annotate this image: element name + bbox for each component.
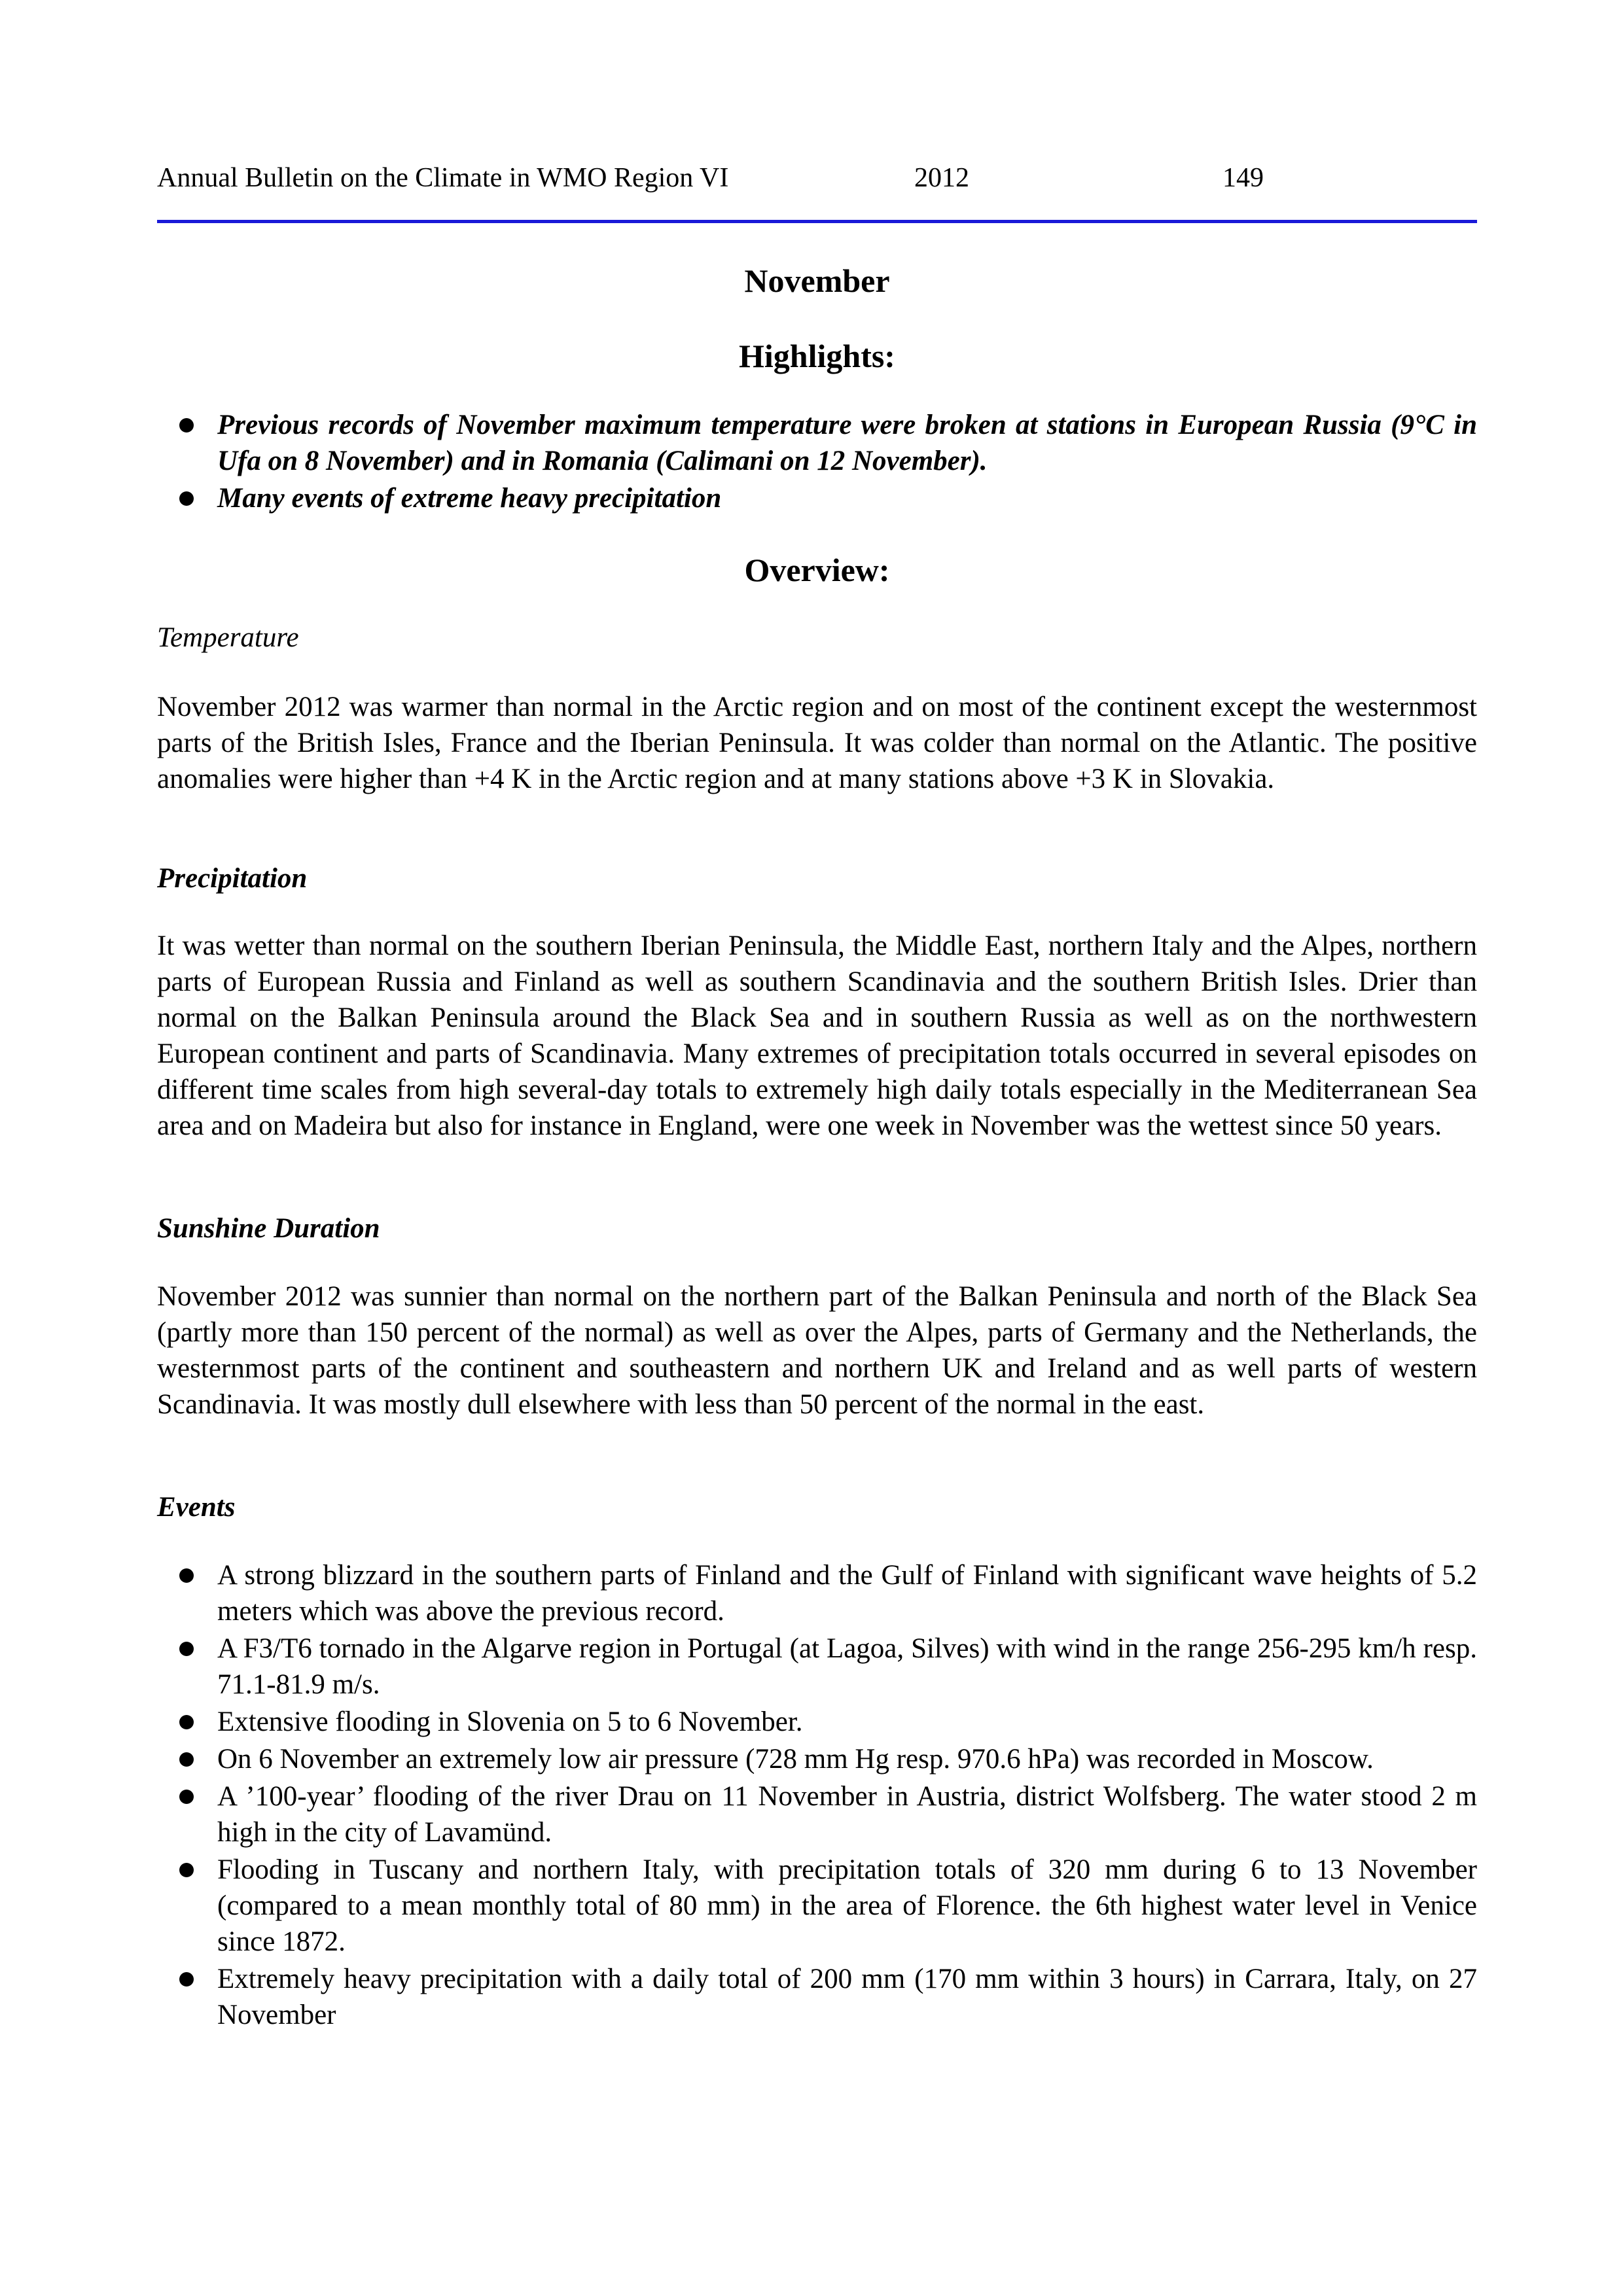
month-heading: November	[744, 262, 890, 299]
sunshine-paragraph: November 2012 was sunnier than normal on the northern part of the Balkan Peninsula and north of the Black Sea (partly more than 150 percent of the normal) as well as over the Alpes, parts of Germany and the Netherlands, the westernmost parts of the continent and southeastern and northern UK and Ireland and as well parts of western Scandinavia. It was mostly dull elsewhere with less than 50 percent of the normal in the east.	[157, 1281, 1477, 1420]
event-item: Extensive flooding in Slovenia on 5 to 6 November.	[157, 1704, 1477, 1740]
event-item: On 6 November an extremely low air pressure (728 mm Hg resp. 970.6 hPa) was recorded in Moscow.	[157, 1741, 1477, 1777]
event-item: A F3/T6 tornado in the Algarve region in Portugal (at Lagoa, Silves) with wind in the range 256-295 km/h resp. 71.1-81.9 m/s.	[157, 1631, 1477, 1703]
bulletin-year: 2012	[914, 163, 969, 193]
bullet-icon	[179, 491, 194, 506]
temperature-label: Temperature	[157, 622, 299, 653]
bullet-icon	[179, 1642, 194, 1656]
events-label: Events	[157, 1492, 236, 1523]
precipitation-label: Precipitation	[157, 863, 308, 894]
overview-heading: Overview:	[744, 552, 890, 588]
events-list	[157, 1557, 1477, 2034]
highlights-list	[157, 407, 1477, 518]
running-header	[157, 162, 1477, 202]
header-rule	[157, 220, 1477, 223]
precipitation-paragraph: It was wetter than normal on the southern Iberian Peninsula, the Middle East, northern Italy and the Alpes, northern parts of European Russia and Finland as well as southern Scandinavia and the southern British Isles. Drier than normal on the Balkan Peninsula around the Black Sea and in southern Russia as well as on the northwestern European continent and parts of Scandinavia. Many extremes of precipitation totals occurred in several episodes on different time scales from high several-day totals to extremely high daily totals especially in the Mediterranean Sea area and on Madeira but also for instance in England, were one week in November was the wettest since 50 years.	[157, 930, 1477, 1141]
event-item: Extremely heavy precipitation with a daily total of 200 mm (170 mm within 3 hours) in Carrara, Italy, on 27 November	[157, 1961, 1477, 2033]
bullet-icon	[179, 1715, 194, 1729]
event-item: Flooding in Tuscany and northern Italy, with precipitation totals of 320 mm during 6 to 13 November (compared to a mean monthly total of 80 mm) in the area of Florence. the 6th highest water level in Venice since 1872.	[157, 1852, 1477, 1960]
highlight-item: Previous records of November maximum temperature were broken at stations in European Russia (9°C in Ufa on 8 November) and in Romania (Calimani on 12 November).	[157, 407, 1477, 479]
bulletin-title: Annual Bulletin on the Climate in WMO Region VI	[157, 163, 729, 193]
bullet-icon	[179, 1972, 194, 1987]
temperature-paragraph: November 2012 was warmer than normal in the Arctic region and on most of the continent except the westernmost parts of the British Isles, France and the Iberian Peninsula. It was colder than normal on the Atlantic. The positive anomalies were higher than +4 K in the Arctic region and at many stations above +3 K in Slovakia.	[157, 692, 1477, 794]
bullet-icon	[179, 1568, 194, 1583]
highlights-heading: Highlights:	[739, 338, 895, 374]
bullet-icon	[179, 418, 194, 433]
bullet-icon	[179, 1752, 194, 1767]
event-item: A ’100-year’ flooding of the river Drau on 11 November in Austria, district Wolfsberg. The water stood 2 m high in the city of Lavamünd.	[157, 1778, 1477, 1850]
bullet-icon	[179, 1790, 194, 1804]
highlight-item: Many events of extreme heavy precipitation	[157, 480, 1477, 516]
sunshine-label: Sunshine Duration	[157, 1213, 380, 1244]
bullet-icon	[179, 1863, 194, 1877]
page-number: 149	[1222, 163, 1264, 193]
document-page	[157, 0, 1477, 2296]
event-item: A strong blizzard in the southern parts of Finland and the Gulf of Finland with significant wave heights of 5.2 meters which was above the previous record.	[157, 1557, 1477, 1629]
